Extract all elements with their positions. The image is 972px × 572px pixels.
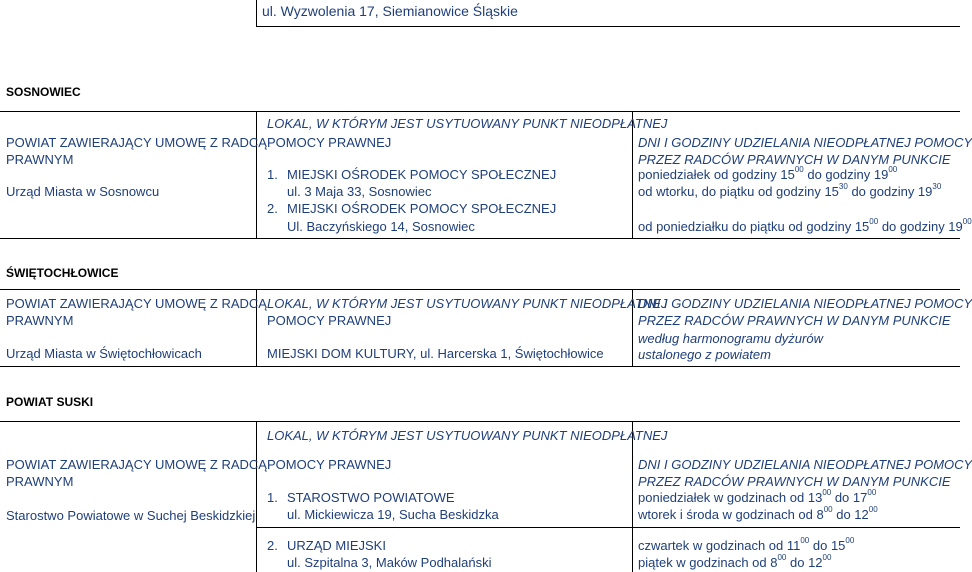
suski-row-divider — [256, 527, 960, 528]
section-title-swietochlowice: ŚWIĘTOCHŁOWICE — [6, 266, 119, 280]
suski-lokal-1-address: ul. Mickiewicza 19, Sucha Beskidzka — [287, 507, 499, 522]
suski-hours-2: wtorek i środa w godzinach od $8^{00}$ do $12^{00}$ — [638, 504, 878, 522]
list-number: 1. — [267, 167, 278, 182]
suski-lokal-2-name — [267, 538, 386, 553]
swietochlowice-header-powiat-2: PRAWNYM — [6, 313, 74, 328]
sosnowiec-lokal-2-name — [267, 201, 556, 216]
swietochlowice-header-dni-1: DNI I GODZINY UDZIELANIA NIEODPŁATNEJ POMOCY — [638, 296, 972, 311]
swietochlowice-hours-2: ustalonego z powiatem — [638, 347, 771, 362]
suski-table-top — [0, 421, 960, 422]
suski-header-lokal-2: POMOCY PRAWNEJ — [267, 457, 392, 472]
sosnowiec-header-lokal-1: LOKAL, W KTÓRYM JEST USYTUOWANY PUNKT NIEODPŁATNEJ — [267, 116, 668, 131]
suski-col-divider-2 — [632, 421, 633, 572]
lokal-name: MIEJSKI OŚRODEK POMOCY SPOŁECZNEJ — [287, 201, 557, 216]
swietochlowice-table-bottom — [0, 366, 960, 367]
sosnowiec-header-dni-1: DNI I GODZINY UDZIELANIA NIEODPŁATNEJ POMOCY — [638, 135, 972, 150]
swietochlowice-header-powiat-1: POWIAT ZAWIERAJĄCY UMOWĘ Z RADCĄ — [6, 296, 267, 311]
suski-lokal-1-name — [267, 490, 455, 505]
sosnowiec-powiat-name: Urząd Miasta w Sosnowcu — [6, 184, 160, 199]
list-number: 2. — [267, 201, 278, 216]
section-title-suski: POWIAT SUSKI — [6, 395, 94, 409]
top-cell-bottom-border — [256, 26, 960, 27]
suski-col-divider-1 — [256, 421, 257, 572]
suski-header-powiat-1: POWIAT ZAWIERAJĄCY UMOWĘ Z RADCĄ — [6, 457, 267, 472]
suski-hours-3: czwartek w godzinach od $11^{00}$ do $15^{00}$ — [638, 535, 855, 553]
suski-header-powiat-2: PRAWNYM — [6, 474, 74, 489]
suski-header-lokal-1: LOKAL, W KTÓRYM JEST USYTUOWANY PUNKT NIEODPŁATNEJ — [267, 428, 668, 443]
lokal-name: URZĄD MIEJSKI — [287, 538, 386, 553]
top-cell-left-border — [256, 0, 257, 26]
suski-header-dni-1: DNI I GODZINY UDZIELANIA NIEODPŁATNEJ POMOCY — [638, 457, 972, 472]
top-address: ul. Wyzwolenia 17, Siemianowice Śląskie — [262, 3, 518, 19]
swietochlowice-hours-1: według harmonogramu dyżurów — [638, 331, 823, 346]
section-title-sosnowiec: SOSNOWIEC — [6, 85, 81, 99]
suski-lokal-2-address: ul. Szpitalna 3, Maków Podhalański — [287, 555, 492, 570]
sosnowiec-header-powiat-1: POWIAT ZAWIERAJĄCY UMOWĘ Z RADCĄ — [6, 135, 267, 150]
swietochlowice-lokal: MIEJSKI DOM KULTURY, ul. Harcerska 1, Świętochłowice — [267, 346, 604, 361]
suski-powiat-name: Starostwo Powiatowe w Suchej Beskidzkiej — [6, 508, 256, 523]
list-number: 2. — [267, 538, 278, 553]
sosnowiec-col-divider-1 — [256, 111, 257, 238]
sosnowiec-hours-2: od wtorku, do piątku od godziny $15^{30}$ do godziny $19^{30}$ — [638, 181, 942, 199]
sosnowiec-lokal-1-address: ul. 3 Maja 33, Sosnowiec — [287, 184, 432, 199]
sosnowiec-lokal-1-name — [267, 167, 556, 182]
suski-hours-1: poniedziałek w godzinach od $13^{00}$ do $17^{00}$ — [638, 487, 877, 505]
sosnowiec-table-bottom — [0, 238, 960, 239]
swietochlowice-header-lokal-2: POMOCY PRAWNEJ — [267, 313, 392, 328]
swietochlowice-header-dni-2: PRZEZ RADCÓW PRAWNYCH W DANYM PUNKCIE — [638, 313, 951, 328]
swietochlowice-header-lokal-1: LOKAL, W KTÓRYM JEST USYTUOWANY PUNKT NIEODPŁATNEJ — [267, 296, 668, 311]
sosnowiec-header-dni-2: PRZEZ RADCÓW PRAWNYCH W DANYM PUNKCIE — [638, 152, 951, 167]
lokal-name: MIEJSKI OŚRODEK POMOCY SPOŁECZNEJ — [287, 167, 557, 182]
lokal-name: STAROSTWO POWIATOWE — [287, 490, 455, 505]
sosnowiec-hours-3: od poniedziałku do piątku od godziny $15^{00}$ do godziny $19^{00}$ — [638, 216, 972, 234]
sosnowiec-lokal-2-address: Ul. Baczyńskiego 14, Sosnowiec — [287, 219, 475, 234]
suski-hours-4: piątek w godzinach od $8^{00}$ do $12^{00}$ — [638, 552, 832, 570]
suski-header-dni-2: PRZEZ RADCÓW PRAWNYCH W DANYM PUNKCIE — [638, 474, 951, 489]
swietochlowice-table-top — [0, 289, 960, 290]
sosnowiec-header-lokal-2: POMOCY PRAWNEJ — [267, 135, 392, 150]
sosnowiec-table-top — [0, 111, 960, 112]
list-number: 1. — [267, 490, 278, 505]
sosnowiec-header-powiat-2: PRAWNYM — [6, 152, 74, 167]
sosnowiec-hours-1: poniedziałek od godziny $15^{00}$ do godziny $19^{00}$ — [638, 164, 898, 182]
swietochlowice-powiat-name: Urząd Miasta w Świętochłowicach — [6, 346, 202, 361]
